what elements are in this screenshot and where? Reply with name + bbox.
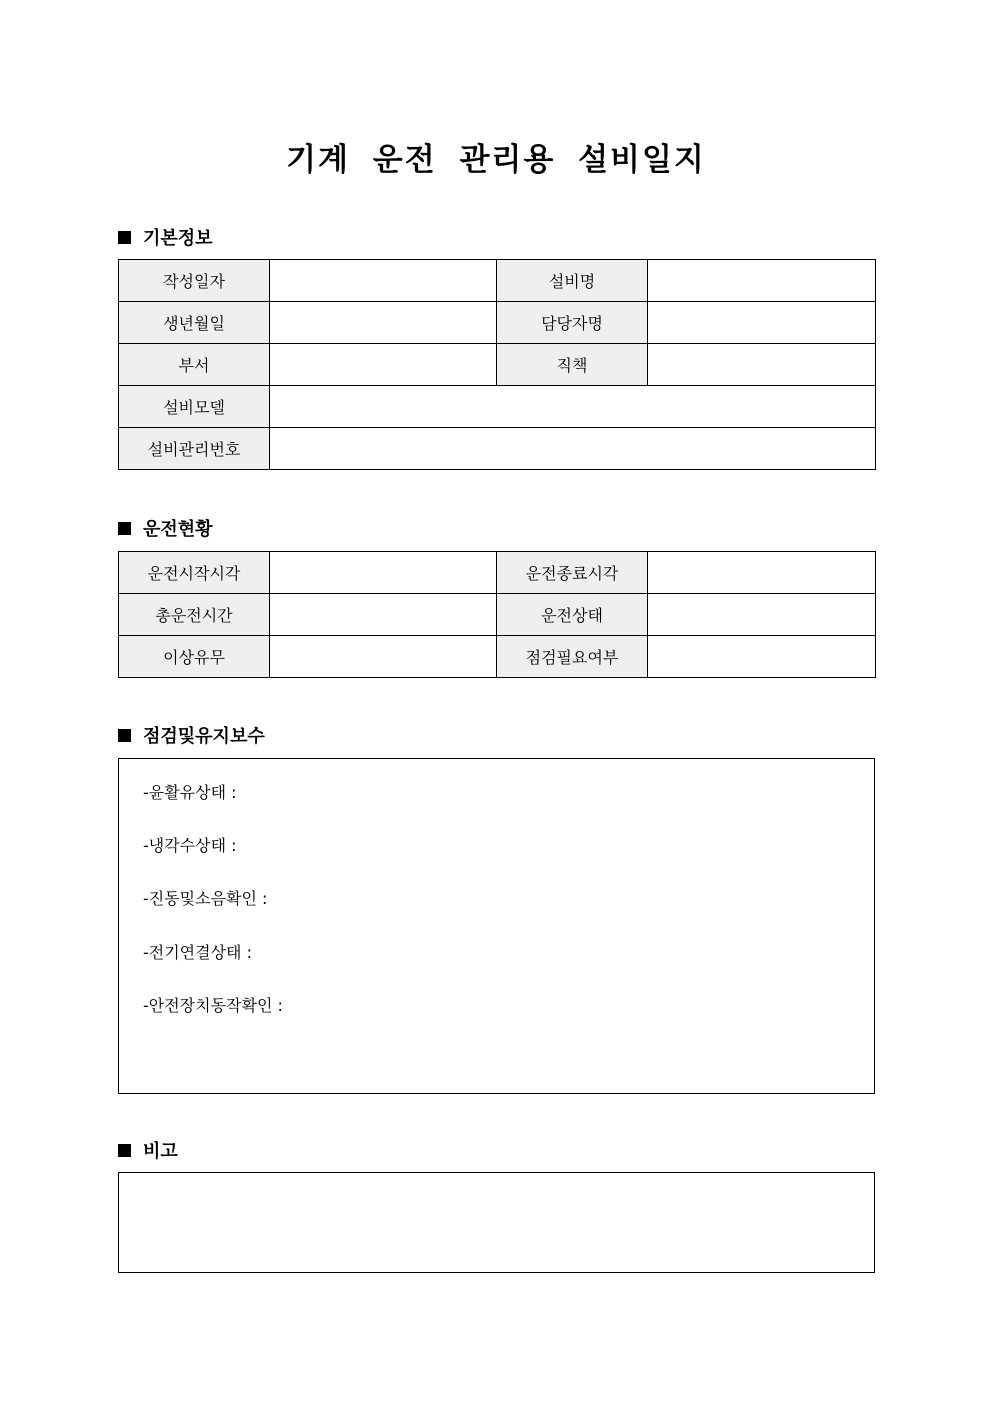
status-field[interactable] bbox=[648, 594, 876, 636]
table-row bbox=[119, 428, 876, 470]
abnormality-label: 이상유무 bbox=[119, 636, 270, 678]
electrical-connection-item: -전기연결상태 : bbox=[143, 943, 252, 962]
remarks-box[interactable] bbox=[118, 1172, 875, 1273]
section-title-basic: 기본정보 bbox=[143, 228, 213, 249]
square-bullet-icon bbox=[118, 1144, 131, 1157]
department-field[interactable] bbox=[270, 344, 497, 386]
square-bullet-icon bbox=[118, 522, 131, 535]
total-time-field[interactable] bbox=[270, 594, 497, 636]
birth-date-field[interactable] bbox=[270, 302, 497, 344]
start-time-field[interactable] bbox=[270, 552, 497, 594]
equipment-model-label: 설비모델 bbox=[119, 386, 270, 428]
table-row bbox=[119, 344, 876, 386]
equipment-name-field[interactable] bbox=[648, 260, 876, 302]
inspection-needed-label: 점검필요여부 bbox=[497, 636, 648, 678]
end-time-label: 운전종료시각 bbox=[497, 552, 648, 594]
end-time-field[interactable] bbox=[648, 552, 876, 594]
start-time-label: 운전시작시각 bbox=[119, 552, 270, 594]
write-date-label: 작성일자 bbox=[119, 260, 270, 302]
birth-date-label: 생년월일 bbox=[119, 302, 270, 344]
section-heading-operation bbox=[118, 515, 213, 541]
position-label: 직책 bbox=[497, 344, 648, 386]
equipment-number-field[interactable] bbox=[270, 428, 876, 470]
table-row bbox=[119, 552, 876, 594]
lubricant-status-item: -윤활유상태 : bbox=[143, 783, 237, 802]
square-bullet-icon bbox=[118, 231, 131, 244]
square-bullet-icon bbox=[118, 729, 131, 742]
table-row bbox=[119, 386, 876, 428]
table-row bbox=[119, 594, 876, 636]
section-title-maintenance: 점검및유지보수 bbox=[143, 726, 265, 747]
section-heading-maintenance bbox=[118, 722, 265, 748]
page-title: 기계 운전 관리용 설비일지 bbox=[286, 142, 706, 178]
manager-name-field[interactable] bbox=[648, 302, 876, 344]
abnormality-field[interactable] bbox=[270, 636, 497, 678]
equipment-name-label: 설비명 bbox=[497, 260, 648, 302]
table-row bbox=[119, 260, 876, 302]
section-title-operation: 운전현황 bbox=[143, 519, 213, 540]
status-label: 운전상태 bbox=[497, 594, 648, 636]
table-row bbox=[119, 302, 876, 344]
position-field[interactable] bbox=[648, 344, 876, 386]
equipment-number-label: 설비관리번호 bbox=[119, 428, 270, 470]
maintenance-box[interactable] bbox=[118, 758, 875, 1094]
safety-device-item: -안전장치동작확인 : bbox=[143, 996, 283, 1015]
write-date-field[interactable] bbox=[270, 260, 497, 302]
section-heading-remarks bbox=[118, 1137, 178, 1163]
basic-info-table bbox=[118, 259, 876, 470]
total-time-label: 총운전시간 bbox=[119, 594, 270, 636]
equipment-model-field[interactable] bbox=[270, 386, 876, 428]
vibration-noise-item: -진동및소음확인 : bbox=[143, 889, 268, 908]
operation-table bbox=[118, 551, 876, 678]
department-label: 부서 bbox=[119, 344, 270, 386]
section-title-remarks: 비고 bbox=[143, 1141, 178, 1162]
coolant-status-item: -냉각수상태 : bbox=[143, 836, 237, 855]
manager-name-label: 담당자명 bbox=[497, 302, 648, 344]
table-row bbox=[119, 636, 876, 678]
inspection-needed-field[interactable] bbox=[648, 636, 876, 678]
section-heading-basic bbox=[118, 224, 213, 250]
